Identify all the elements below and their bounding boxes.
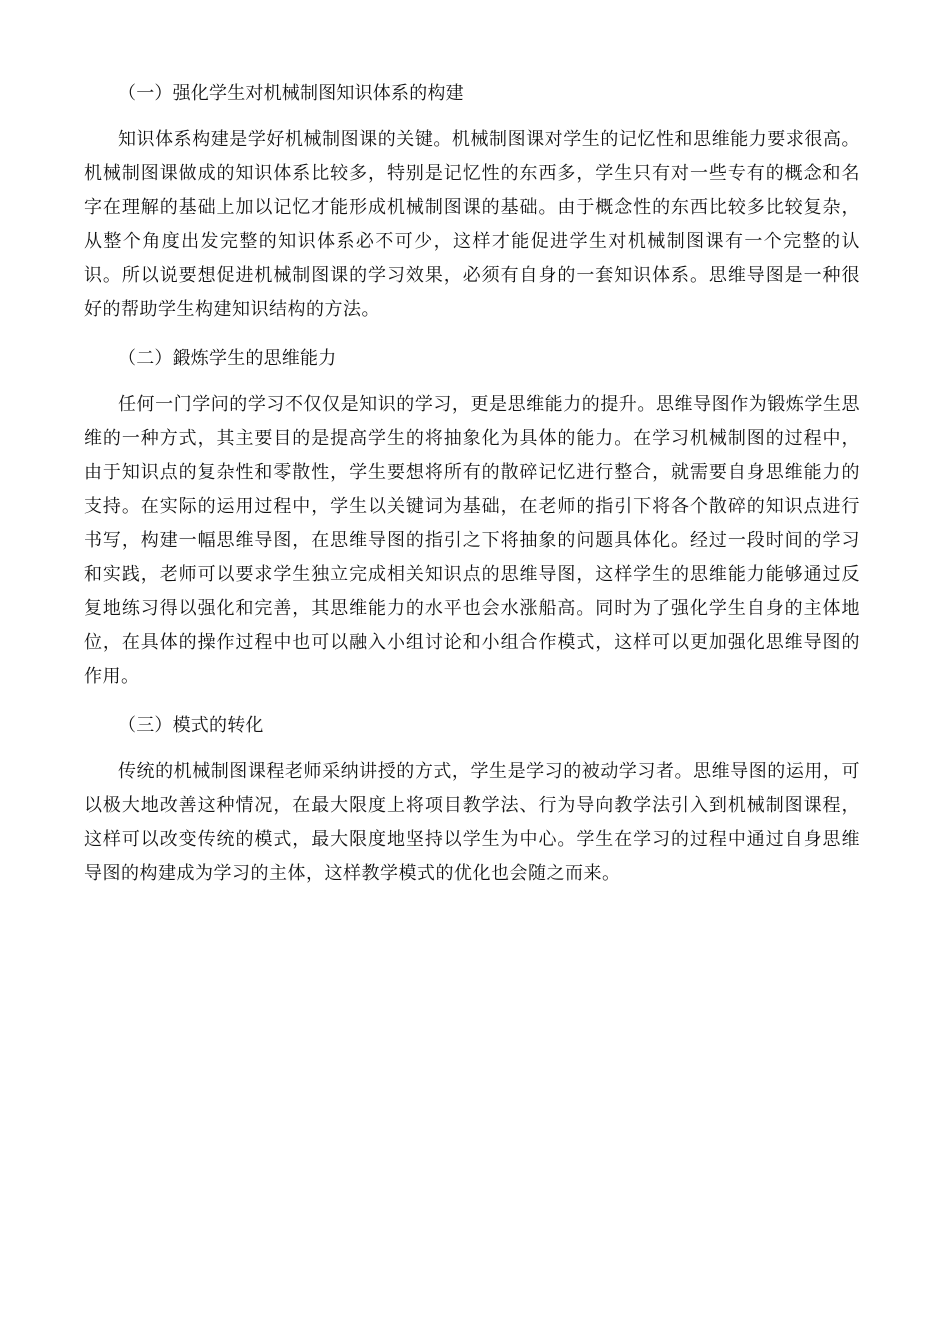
section-2-heading: （二）鍛炼学生的思维能力 xyxy=(118,348,337,369)
section-3-paragraph: 传统的机械制图课程老师采纳讲授的方式，学生是学习的被动学习者。思维导图的运用，可以极大地改善这种情况，在最大限度上将项目教学法、行为导向教学法引入到机械制图课程，这样可以改变传统的模式，最大限度地坚持以学生为中心。学生在学习的过程中通过自身思维导图的构建成为学习的主体，这样教学模式的优化也会随之而来。 xyxy=(84,761,860,884)
section-2-paragraph: 任何一门学问的学习不仅仅是知识的学习，更是思维能力的提升。思维导图作为锻炼学生思维的一种方式，其主要目的是提高学生的将抽象化为具体的能力。在学习机械制图的过程中，由于知识点的复杂性和零散性，学生要想将所有的散碎记忆进行整合，就需要自身思维能力的支持。在实际的运用过程中，学生以关键词为基础，在老师的指引下将各个散碎的知识点进行书写，构建一幅思维导图，在思维导图的指引之下将抽象的问题具体化。经过一段时间的学习和实践，老师可以要求学生独立完成相关知识点的思维导图，这样学生的思维能力能够通过反复地练习得以强化和完善，其思维能力的水平也会水涨船高。同时为了强化学生自身的主体地位，在具体的操作过程中也可以融入小组讨论和小组合作模式，这样可以更加强化思维导图的作用。 xyxy=(84,394,860,687)
section-1-heading: （一）强化学生对机械制图知识体系的构建 xyxy=(118,83,464,104)
section-3-heading: （三）模式的转化 xyxy=(118,715,264,736)
section-1-paragraph: 知识体系构建是学好机械制图课的关键。机械制图课对学生的记忆性和思维能力要求很高。机械制图课做成的知识体系比较多，特别是记忆性的东西多，学生只有对一些专有的概念和名字在理解的基础上加以记忆才能形成机械制图课的基础。由于概念性的东西比较多比较复杂，从整个角度出发完整的知识体系必不可少，这样才能促进学生对机械制图课有一个完整的认识。所以说要想促进机械制图课的学习效果，必须有自身的一套知识体系。思维导图是一种很好的帮助学生构建知识结构的方法。 xyxy=(84,129,860,320)
document-body xyxy=(84,76,860,905)
